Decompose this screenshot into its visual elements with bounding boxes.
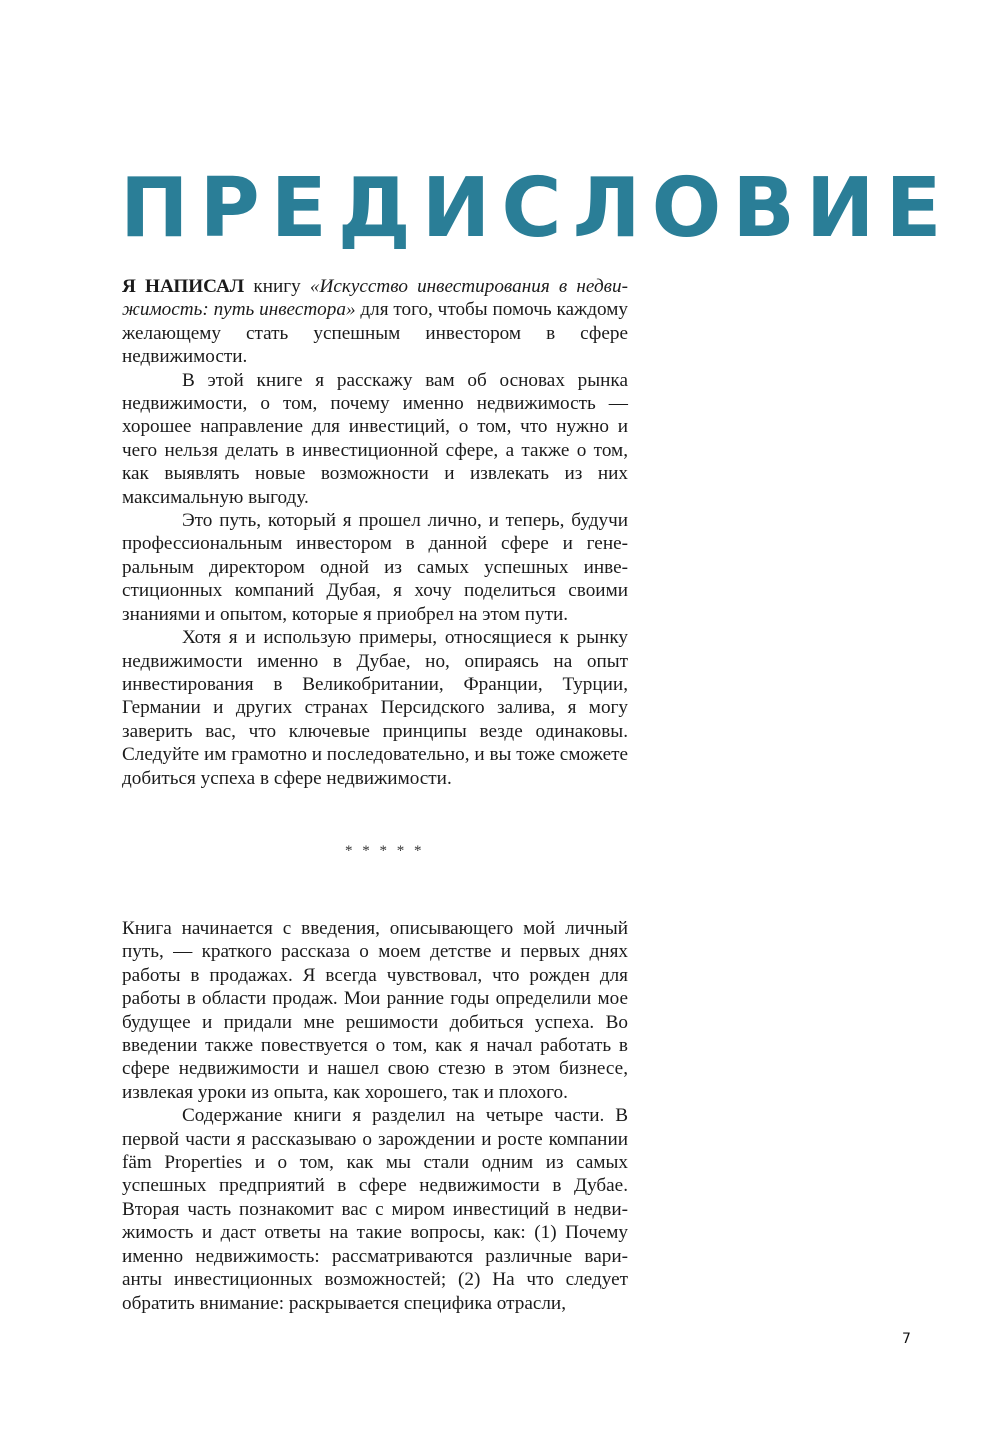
book-title: «Искусство инвестирования в недвижимость: путь инвестора» (122, 276, 628, 321)
page-title: ПРЕДИСЛОВИЕ (120, 161, 953, 256)
paragraph-5: Книга начинается с введения, описывающего мой личный путь, — краткого рассказа о моем детстве и первых днях работы в продажах. Я всегда чувствовал, что рожден для работы в области продаж. Мои ранние годы определили мое будущее и придали мне решимости добиться успеха. Во введении также повествуется о том, как я начал работать в сфере недвижимости и нашел свою стезю в этом бизнесе, извлекая уроки из опыта, как хорошего, так и плохого. (122, 918, 628, 1103)
paragraph-intro (122, 275, 628, 369)
page-number: 7 (902, 1331, 911, 1347)
preface-section-2 (122, 917, 628, 1315)
paragraph-3: Это путь, который я прошел лично, и теперь, будучи профессиональным инвестором в данной сфере и генеральным директором одной из самых успешных инвестиционных компаний Дубая, я хочу поделиться своими знаниями и опытом, которые я приобрел на этом пути. (122, 510, 628, 625)
lead-in-caps: Я НАПИСАЛ (122, 276, 245, 297)
intro-text-after-title: для того, чтобы помочь каждому желающему стать успешным инвестором в сфере недвижимости. (122, 299, 628, 368)
preface-section-1 (122, 275, 628, 790)
section-separator: * * * * * (345, 843, 425, 859)
intro-text-before-title: книгу (244, 276, 310, 297)
paragraph-6: Содержание книги я разделил на четыре части. В первой части я рассказываю о зарождении и росте компании fäm Properties и о том, как мы стали одним из самых успешных предприятий в сфере недвижимости в Дубае. Вторая часть познакомит вас с миром инвестиций в недвижимость и даст ответы на такие вопросы, как: (1) Почему именно недвижимость: рассматриваются различные варианты инвестиционных возможностей; (2) На что следует обратить внимание: раскрывается специфика отрасли, (122, 1105, 628, 1314)
paragraph-2: В этой книге я расскажу вам об основах рынка недвижимости, о том, почему именно недвижимость — хорошее направление для инвестиций, о том, что нужно и чего нельзя делать в инвестиционной сфере, а также о том, как выявлять новые возможности и извлекать из них максимальную выгоду. (122, 369, 628, 508)
paragraph-4: Хотя я и использую примеры, относящиеся к рынку недвижимости именно в Дубае, но, опираясь на опыт инвестирования в Великобритании, Франции, Турции, Германии и других странах Персидского залива, я могу заверить вас, что ключевые принципы везде одинаковы. Следуйте им грамотно и последовательно, и вы тоже сможете добиться успеха в сфере недвижимости. (122, 627, 628, 789)
